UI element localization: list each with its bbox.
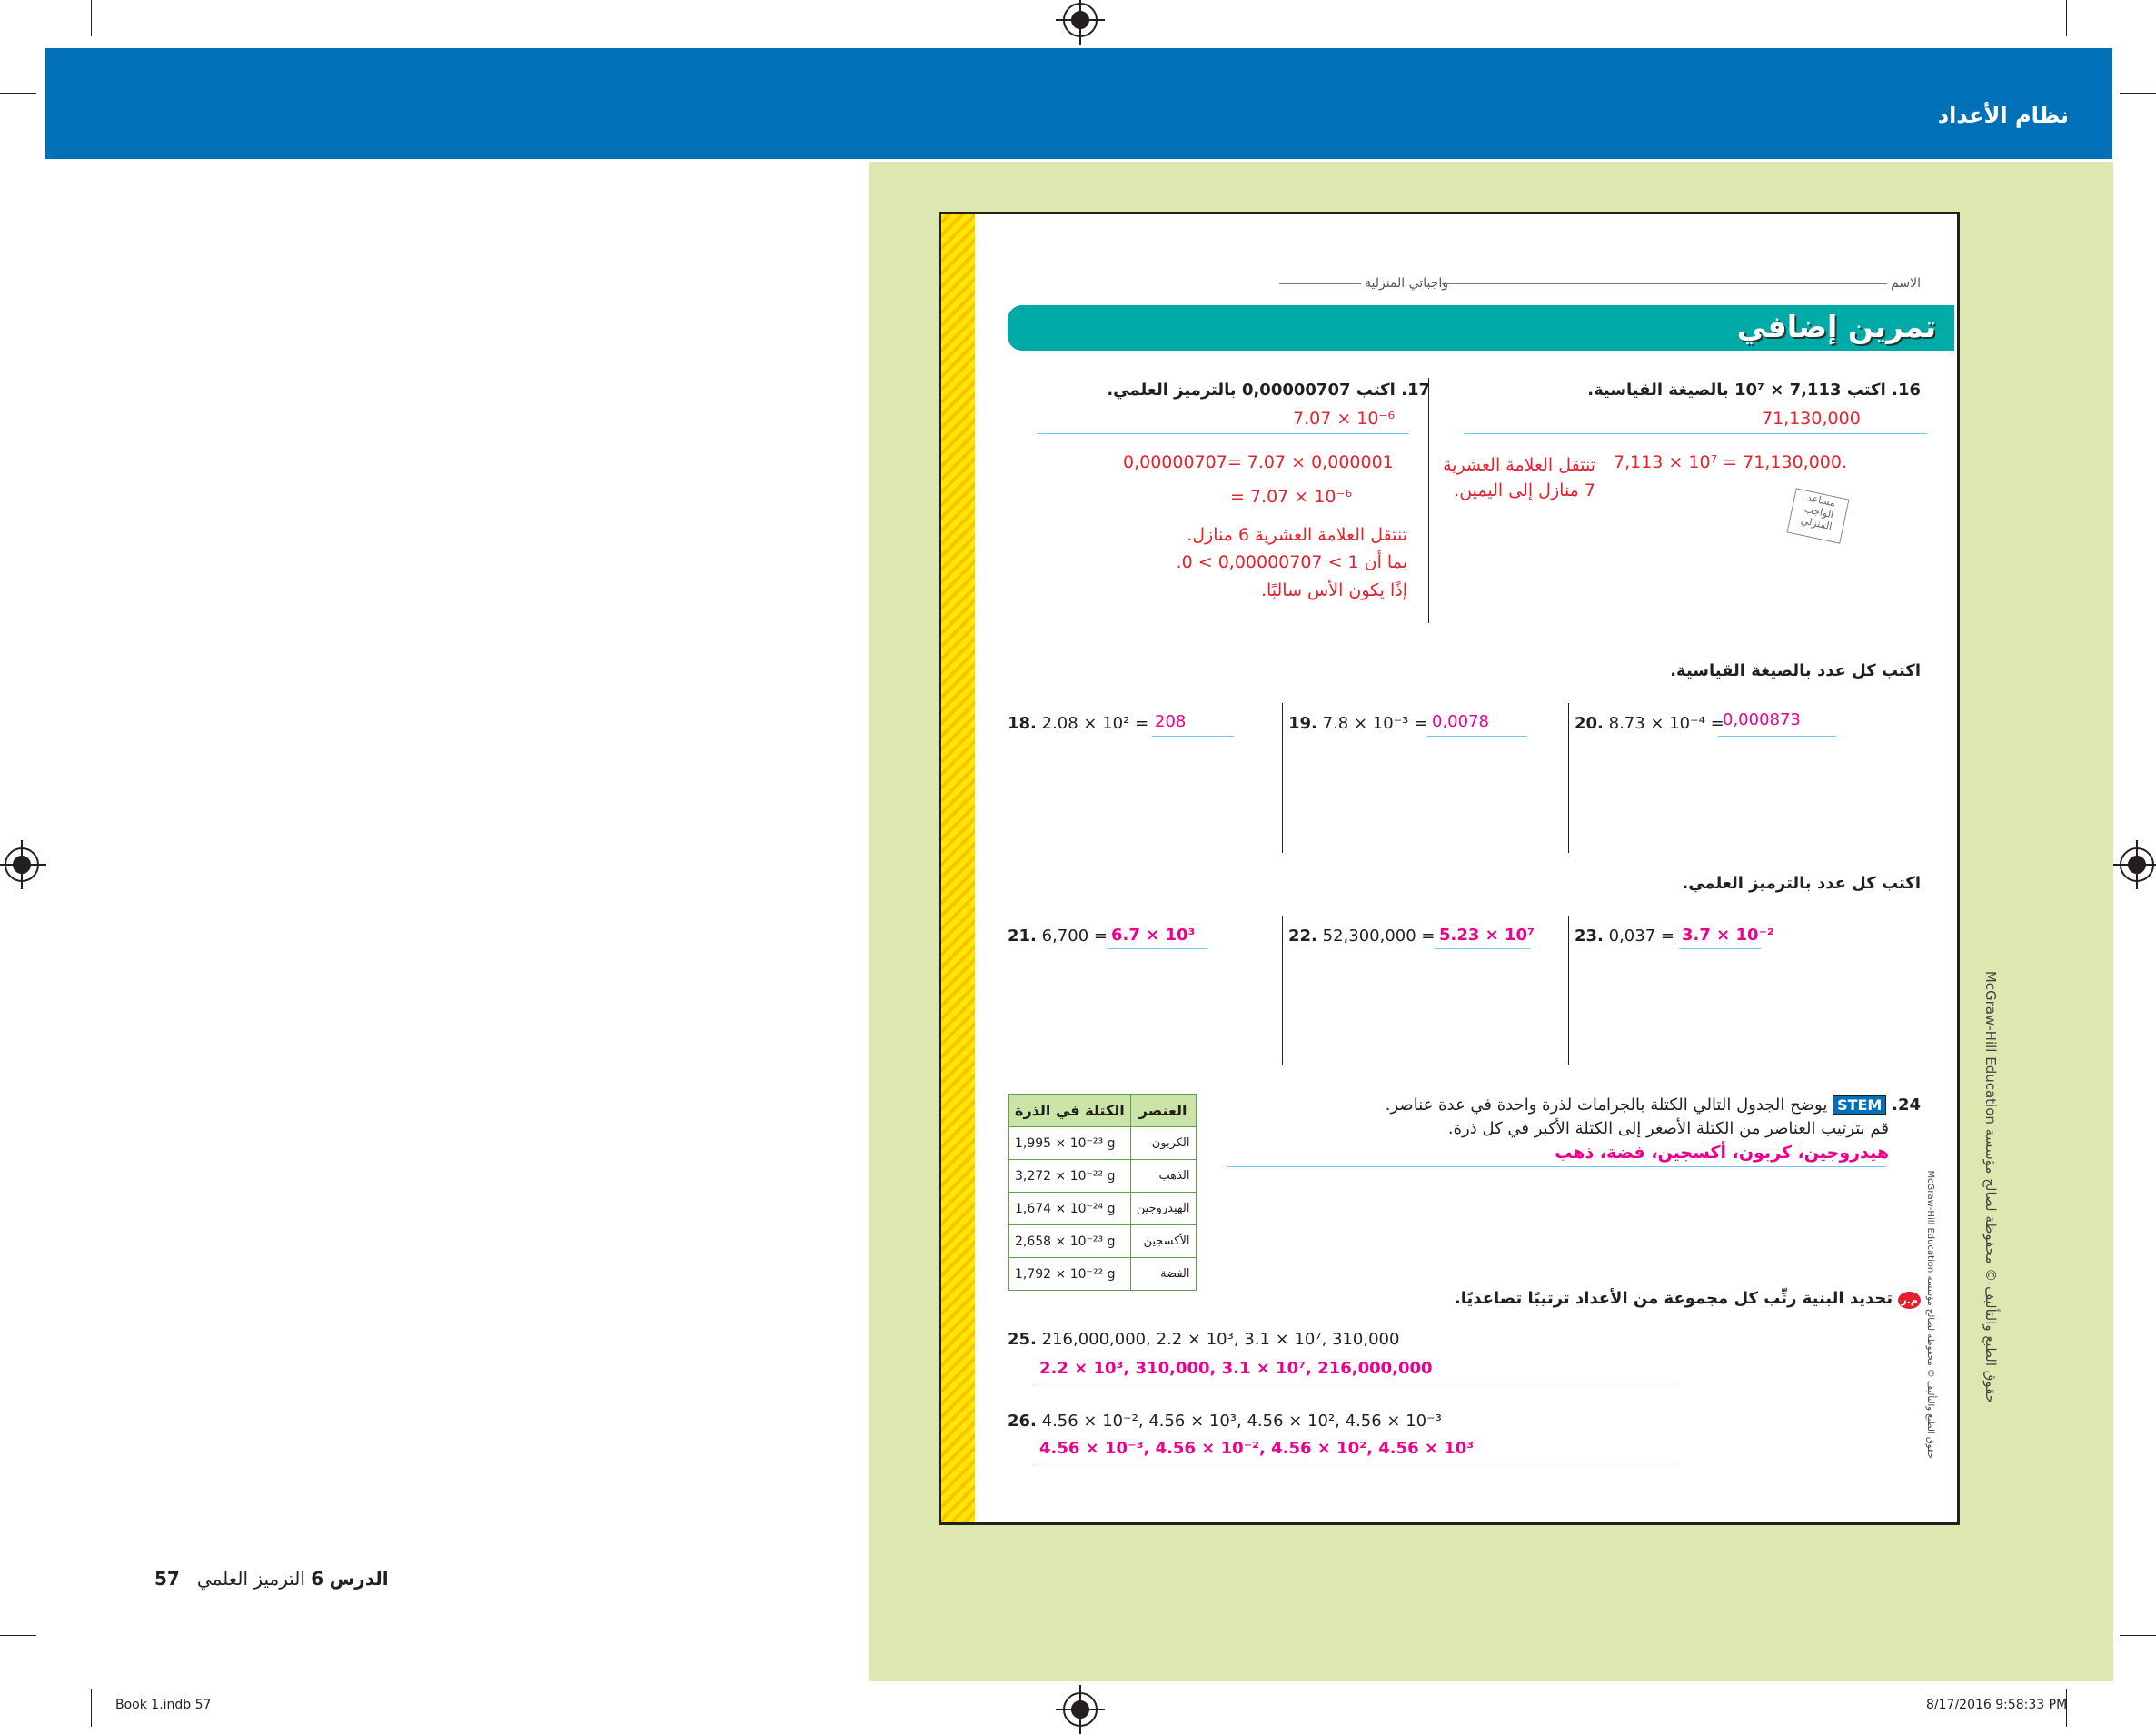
table-header-mass: الكتلة في الذرة xyxy=(1009,1095,1131,1127)
column-divider xyxy=(1282,703,1283,853)
question-19: 19. 7.8 × 10⁻³ = xyxy=(1288,714,1428,733)
question-22-answer: 5.23 × 10⁷ xyxy=(1439,926,1535,945)
question-16-work: 7,113 × 10⁷ = 71,130,000. xyxy=(1614,452,1848,472)
slug-file: Book 1.indb 57 xyxy=(115,1698,212,1712)
atomic-mass-table xyxy=(1008,1094,1197,1291)
answer-line xyxy=(1108,948,1207,949)
crop-mark xyxy=(2066,0,2067,36)
worksheet-title: تمرين إضافي xyxy=(1736,309,1936,344)
question-17-work-1: 0,00000707= 7.07 × 0,000001 xyxy=(1123,452,1394,472)
crop-mark xyxy=(2120,1635,2156,1636)
column-divider xyxy=(1568,916,1569,1065)
worksheet xyxy=(939,212,1960,1525)
answer-line xyxy=(1227,1166,1886,1167)
answer-line xyxy=(1427,736,1527,737)
table-row: 1,995 × 10⁻²³ g الكربون xyxy=(1009,1127,1197,1160)
question-17-note-1: تنتقل العلامة العشرية 6 منازل. xyxy=(1187,525,1407,545)
question-25-answer: 2.2 × 10³, 310,000, 3.1 × 10⁷, 216,000,000 xyxy=(1039,1359,1433,1378)
answer-line xyxy=(1152,736,1234,737)
column-divider xyxy=(1282,916,1283,1065)
slug-date: 8/17/2016 9:58:33 PM xyxy=(1926,1698,2068,1712)
section-title: نظام الأعداد xyxy=(1937,103,2069,128)
table-row: 1,674 × 10⁻²⁴ g الهيدروجين xyxy=(1009,1193,1197,1225)
question-17-work-2: = 7.07 × 10⁻⁶ xyxy=(1230,487,1353,507)
header-banner xyxy=(45,48,2112,159)
crop-mark xyxy=(91,1689,92,1727)
page-number: 57 xyxy=(154,1568,180,1590)
question-21: 21. 6,700 = xyxy=(1008,926,1108,946)
section-scientific-notation-heading: اكتب كل عدد بالترميز العلمي. xyxy=(1682,874,1921,893)
answer-line xyxy=(1435,948,1530,949)
answer-line xyxy=(1464,433,1927,434)
question-24-line-2: قم بترتيب العناصر من الكتلة الأصغر إلى الكتلة الأكبر في كل ذرة. xyxy=(1447,1119,1889,1138)
answer-line xyxy=(1037,433,1409,434)
question-21-answer: 6.7 × 10³ xyxy=(1111,926,1196,945)
question-16-answer: 71,130,000 xyxy=(1762,409,1861,429)
reasoning-badge: م.ر xyxy=(1898,1292,1921,1309)
question-17-note-3: إذًا يكون الأس سالبًا. xyxy=(1260,580,1407,600)
answer-line xyxy=(1679,948,1761,949)
crop-mark xyxy=(0,1635,36,1636)
question-16-note: تنتقل العلامة العشرية 7 منازل إلى اليمين. xyxy=(1443,455,1595,500)
registration-mark-icon xyxy=(2120,847,2154,882)
crop-mark xyxy=(2120,93,2156,94)
question-22: 22. 52,300,000 = xyxy=(1288,926,1436,946)
copyright-credit-inner: حقوق الطبع والتأليف © محفوظة لصالح مؤسسة McGraw-Hill Education xyxy=(1925,1170,1935,1459)
name-line xyxy=(1442,276,1921,291)
lesson-number: 6 xyxy=(311,1568,324,1590)
table-row: 1,792 × 10⁻²² g الفضة xyxy=(1009,1258,1197,1291)
answer-line xyxy=(1718,736,1836,737)
question-19-answer: 0,0078 xyxy=(1432,712,1489,731)
question-18-answer: 208 xyxy=(1155,712,1187,731)
decorative-stripe xyxy=(941,214,975,1522)
question-23: 23. 0,037 = xyxy=(1575,926,1674,946)
question-26-answer: 4.56 × 10⁻³, 4.56 × 10⁻², 4.56 × 10², 4.56 × 10³ xyxy=(1039,1439,1475,1458)
homework-label: واجباتي المنزلية xyxy=(1364,276,1448,291)
column-divider xyxy=(1428,378,1429,623)
table-row: 3,272 × 10⁻²² g الذهب xyxy=(1009,1160,1197,1193)
name-label: الاسم xyxy=(1891,276,1921,291)
registration-mark-icon xyxy=(1063,3,1098,37)
table-header-element: العنصر xyxy=(1130,1095,1196,1127)
lesson-footer xyxy=(154,1568,389,1590)
lesson-title: الترميز العلمي xyxy=(196,1568,305,1590)
crop-mark xyxy=(91,0,92,36)
crop-mark xyxy=(0,93,36,94)
section-ordering-heading: م.ر تحديد البنية رتِّب كل مجموعة من الأعداد ترتيبًا تصاعديًا. xyxy=(1455,1289,1921,1309)
stem-badge: STEM xyxy=(1833,1095,1886,1115)
title-bar xyxy=(1008,305,1954,351)
copyright-credit: حقوق الطبع والتأليف © محفوظة لصالح مؤسسة McGraw-Hill Education xyxy=(1982,970,1999,1403)
lesson-label: الدرس xyxy=(329,1568,389,1590)
column-divider xyxy=(1568,703,1569,853)
question-16-prompt: 16. اكتب 7,113 × 10⁷ بالصيغة القياسية. xyxy=(1587,381,1921,400)
question-24-answer: هيدروجين، كربون، أكسجين، فضة، ذهب xyxy=(1555,1143,1889,1163)
question-23-answer: 3.7 × 10⁻² xyxy=(1682,926,1774,945)
homework-line xyxy=(1279,276,1448,291)
registration-mark-icon xyxy=(1063,1692,1098,1727)
question-26: 26. 4.56 × 10⁻², 4.56 × 10³, 4.56 × 10², 4.56 × 10⁻³ xyxy=(1008,1412,1442,1431)
question-18: 18. 2.08 × 10² = xyxy=(1008,714,1149,733)
question-17-answer: 7.07 × 10⁻⁶ xyxy=(1293,409,1396,429)
question-17-prompt: 17. اكتب 0,00000707 بالترميز العلمي. xyxy=(1107,381,1430,400)
question-24-line-1: 24. STEM يوضح الجدول التالي الكتلة بالجرامات لذرة واحدة في عدة عناصر. xyxy=(1385,1095,1921,1115)
question-20-answer: 0,000873 xyxy=(1723,710,1801,729)
question-25: 25. 216,000,000, 2.2 × 10³, 3.1 × 10⁷, 310,000 xyxy=(1008,1330,1400,1349)
question-20: 20. 8.73 × 10⁻⁴ = xyxy=(1575,714,1724,733)
question-17-note-2: بما أن 1 > 0,00000707 > 0. xyxy=(1176,552,1407,572)
section-standard-form-heading: اكتب كل عدد بالصيغة القياسية. xyxy=(1670,661,1921,680)
table-row: 2,658 × 10⁻²³ g الأكسجين xyxy=(1009,1225,1197,1258)
registration-mark-icon xyxy=(5,847,39,882)
homework-helper-tag: مساعد الواجب المنزلي xyxy=(1786,488,1849,543)
